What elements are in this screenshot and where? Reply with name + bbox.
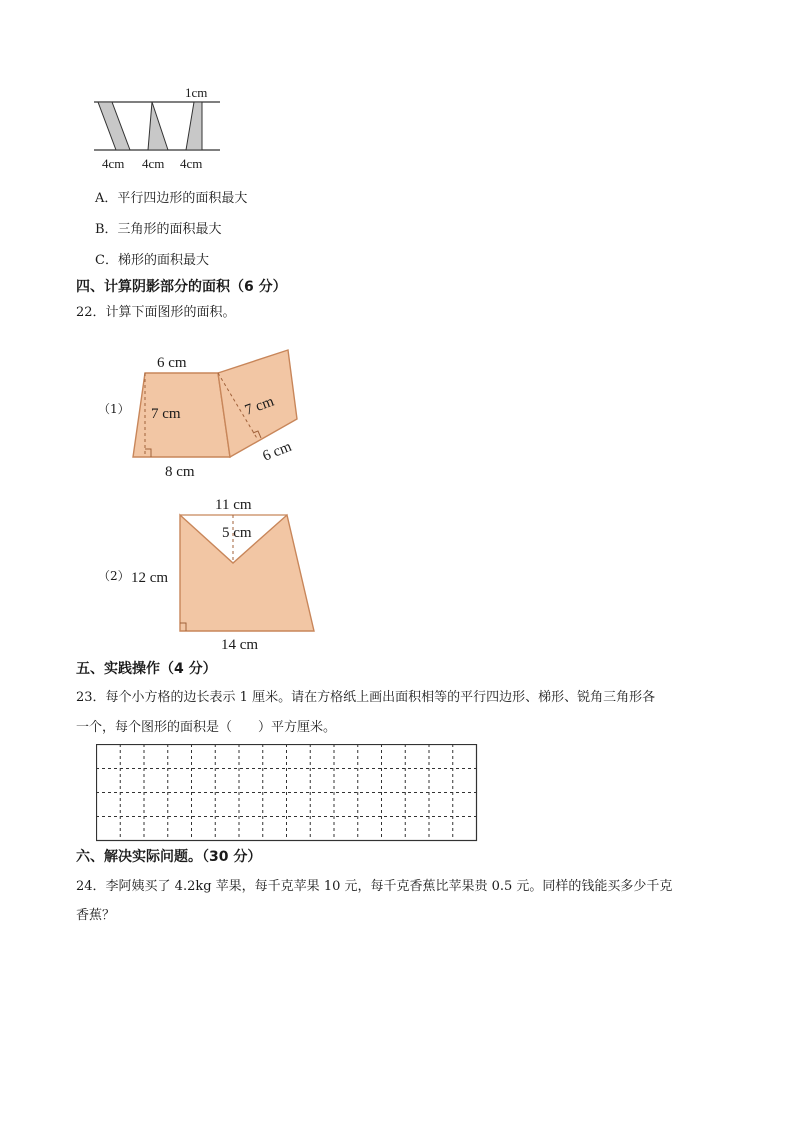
grid-lines bbox=[96, 744, 476, 840]
figure-1-label: （1） bbox=[98, 402, 130, 416]
fig1-height-label: 7 cm bbox=[151, 406, 181, 422]
question-22: 22．计算下面图形的面积。 bbox=[76, 305, 236, 320]
triangle-shape bbox=[148, 102, 168, 150]
option-b: B．三角形的面积最大 bbox=[95, 222, 222, 237]
fig1-para-height-label: 7 cm bbox=[242, 393, 277, 419]
question-24-line1: 24．李阿姨买了 4.2kg 苹果，每千克苹果 10 元，每千克香蕉比苹果贵 0.5 元。同样的钱能买多少千克 bbox=[76, 879, 673, 894]
label-1cm: 1cm bbox=[185, 85, 208, 100]
question-23-line1: 23．每个小方格的边长表示 1 厘米。请在方格纸上画出面积相等的平行四边形、梯形、锐角三角形各 bbox=[76, 690, 656, 705]
figure-2 bbox=[125, 490, 325, 655]
section4-heading: 四、计算阴影部分的面积（6 分） bbox=[76, 279, 287, 295]
section6-heading: 六、解决实际问题。（30 分） bbox=[76, 849, 262, 865]
parallelogram-shape bbox=[98, 102, 130, 150]
figure-2-label: （2） bbox=[98, 569, 130, 583]
option-c: C．梯形的面积最大 bbox=[95, 253, 209, 268]
fig1-top-label: 6 cm bbox=[157, 355, 187, 371]
fig2-bottom-label: 14 cm bbox=[221, 637, 259, 653]
fig2-notch-label: 5 cm bbox=[222, 525, 252, 541]
label-4cm-1: 4cm bbox=[102, 156, 125, 171]
label-4cm-2: 4cm bbox=[142, 156, 165, 171]
trapezoid-shape bbox=[186, 102, 202, 150]
fig1-bottom-label: 8 cm bbox=[165, 464, 195, 480]
label-4cm-3: 4cm bbox=[180, 156, 203, 171]
option-a: A．平行四边形的面积最大 bbox=[95, 191, 248, 206]
grid-paper bbox=[96, 744, 480, 842]
question-24-line2: 香蕉？ bbox=[76, 908, 116, 923]
fig2-top-label: 11 cm bbox=[215, 497, 252, 513]
trapezoid-fill bbox=[133, 373, 230, 457]
figure-1 bbox=[125, 345, 325, 480]
section5-heading: 五、实践操作（4 分） bbox=[76, 661, 217, 677]
question-23-line2: 一个，每个图形的面积是（ ）平方厘米。 bbox=[76, 720, 337, 735]
parallel-shapes-figure bbox=[90, 80, 230, 172]
fig2-left-label: 12 cm bbox=[131, 570, 169, 586]
fig1-para-base-label: 6 cm bbox=[260, 438, 294, 465]
